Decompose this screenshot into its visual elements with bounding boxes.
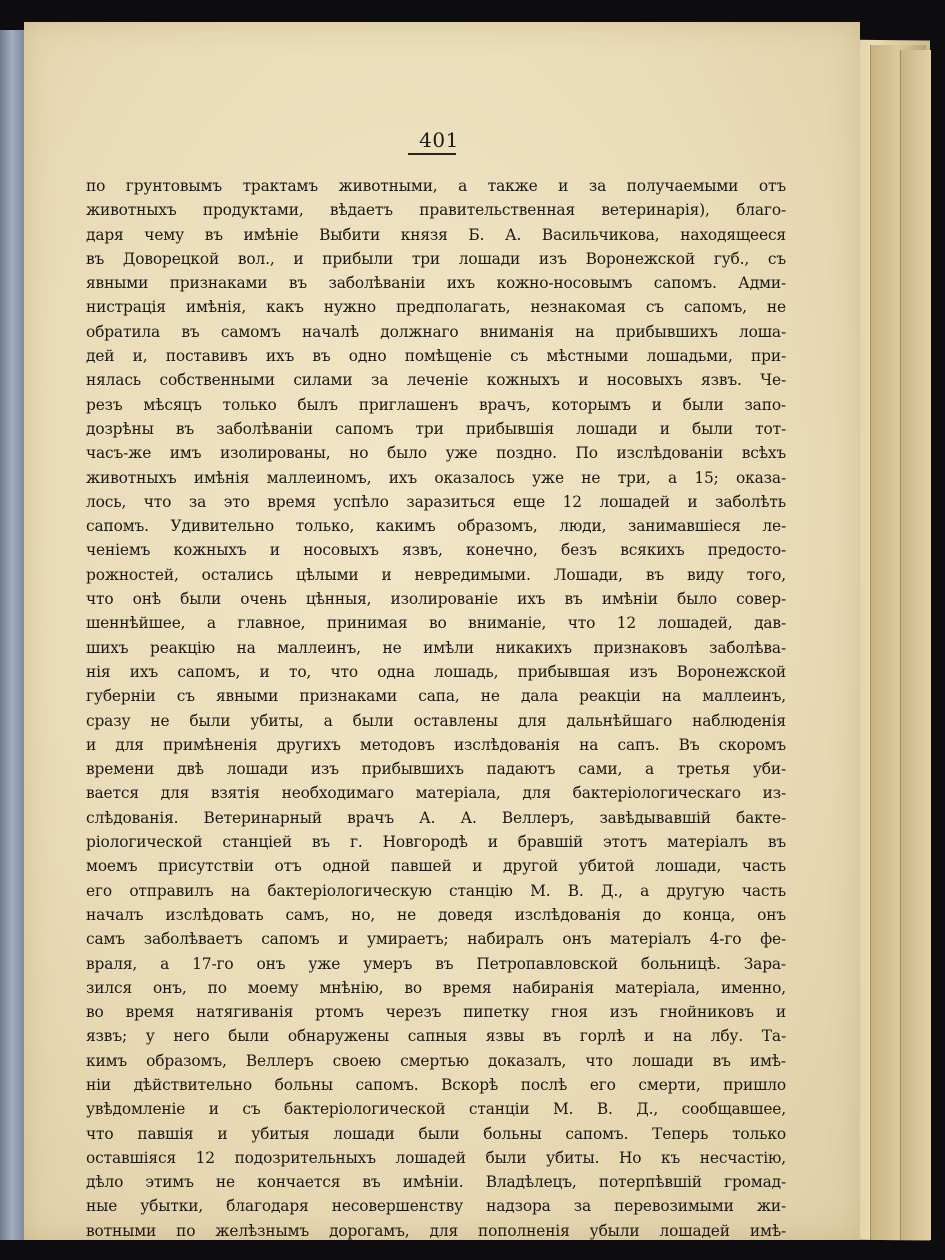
- text-line: дей и, поставивъ ихъ въ одно помѣщеніе съ мѣстными лошадьми, при-: [86, 347, 786, 366]
- text-line: шихъ реакцію на маллеинъ, не имѣли никакихъ признаковъ заболѣва-: [86, 638, 786, 657]
- text-line: ріологической станціей въ г. Новгородѣ и бравшій этотъ матеріалъ въ: [86, 833, 786, 852]
- page-sheet: [24, 22, 860, 1240]
- text-line: оставшіяся 12 подозрительныхъ лошадей были убиты. Но къ несчастію,: [86, 1148, 786, 1167]
- text-line: времени двѣ лошади изъ прибывшихъ падаютъ сами, а третья уби-: [86, 760, 786, 779]
- page-number-underline: [408, 153, 456, 155]
- page-stack-edge: [900, 50, 931, 1240]
- text-line: вается для взятія необходимаго матеріала, для бактеріологическаго из-: [86, 784, 786, 803]
- text-line: моемъ присутствіи отъ одной павшей и другой убитой лошади, часть: [86, 857, 786, 876]
- text-line: явными признаками въ заболѣваніи ихъ кожно-носовымъ сапомъ. Адми-: [86, 274, 786, 293]
- text-line: сапомъ. Удивительно только, какимъ образомъ, люди, занимавшіеся ле-: [86, 517, 786, 536]
- text-line: вотными по желѣзнымъ дорогамъ, для пополненія убыли лошадей имѣ-: [86, 1221, 786, 1240]
- body-text: [86, 174, 786, 1240]
- text-line: язвъ; у него были обнаружены сапныя язвы въ горлѣ и на лбу. Та-: [86, 1027, 786, 1046]
- text-line: нялась собственными силами за леченіе кожныхъ и носовыхъ язвъ. Че-: [86, 371, 786, 390]
- text-line: нистрація имѣнія, какъ нужно предполагать, незнакомая съ сапомъ, не: [86, 298, 786, 317]
- text-line: зился онъ, по моему мнѣнію, во время набиранія матеріала, именно,: [86, 978, 786, 997]
- text-line: животныхъ имѣнія маллеиномъ, ихъ оказалось уже не три, а 15; оказа-: [86, 468, 786, 487]
- text-line: враля, а 17-го онъ уже умеръ въ Петропавловской больницѣ. Зара-: [86, 954, 786, 973]
- text-line: въ Доворецкой вол., и прибыли три лошади изъ Воронежской губ., съ: [86, 249, 786, 268]
- text-line: ченіемъ кожныхъ и носовыхъ язвъ, конечно, безъ всякихъ предосто-: [86, 541, 786, 560]
- text-line: во время натягиванія ртомъ черезъ пипетку гноя изъ гнойниковъ и: [86, 1003, 786, 1022]
- text-line: что павшія и убитыя лошади были больны сапомъ. Теперь только: [86, 1124, 786, 1143]
- text-line: лось, что за это время успѣло заразиться еще 12 лошадей и заболѣть: [86, 492, 786, 511]
- text-line: его отправилъ на бактеріологическую станцію М. В. Д., а другую часть: [86, 881, 786, 900]
- text-line: кимъ образомъ, Веллеръ своею смертью доказалъ, что лошади въ имѣ-: [86, 1051, 786, 1070]
- text-line: шеннѣйшее, а главное, принимая во вниманіе, что 12 лошадей, дав-: [86, 614, 786, 633]
- text-line: что онѣ были очень цѣнныя, изолированіе ихъ въ имѣніи было совер-: [86, 590, 786, 609]
- text-line: губерніи съ явными признаками сапа, не дала реакціи на маллеинъ,: [86, 687, 786, 706]
- text-line: резъ мѣсяцъ только былъ приглашенъ врачъ, которымъ и были запо-: [86, 395, 786, 414]
- text-line: рожностей, остались цѣлыми и невредимыми. Лошади, въ виду того,: [86, 565, 786, 584]
- text-line: и для примѣненія другихъ методовъ изслѣдованія на сапъ. Въ скоромъ: [86, 735, 786, 754]
- text-line: ніи дѣйствительно больны сапомъ. Вскорѣ послѣ его смерти, пришло: [86, 1075, 786, 1094]
- text-line: увѣдомленіе и съ бактеріологической станціи М. В. Д., сообщавшее,: [86, 1100, 786, 1119]
- text-line: дозрѣны въ заболѣваніи сапомъ три прибывшія лошади и были тот-: [86, 419, 786, 438]
- text-line: слѣдованія. Ветеринарный врачъ А. А. Веллеръ, завѣдывавшій бакте-: [86, 808, 786, 827]
- text-line: дѣло этимъ не кончается въ имѣніи. Владѣлецъ, потерпѣвшій громад-: [86, 1173, 786, 1192]
- text-line: самъ заболѣваетъ сапомъ и умираетъ; набиралъ онъ матеріалъ 4-го фе-: [86, 930, 786, 949]
- text-line: животныхъ продуктами, вѣдаетъ правительственная ветеринарія), благо-: [86, 201, 786, 220]
- page-number: 401: [419, 128, 459, 152]
- text-line: началъ изслѣдовать самъ, но, не доведя изслѣдованія до конца, онъ: [86, 905, 786, 924]
- text-line: сразу не были убиты, а были оставлены для дальнѣйшаго наблюденія: [86, 711, 786, 730]
- text-line: часъ-же имъ изолированы, но было уже поздно. По изслѣдованіи всѣхъ: [86, 444, 786, 463]
- text-line: ные убытки, благодаря несовершенству надзора за перевозимыми жи-: [86, 1197, 786, 1216]
- text-line: обратила въ самомъ началѣ должнаго вниманія на прибывшихъ лоша-: [86, 322, 786, 341]
- text-line: по грунтовымъ трактамъ животными, а также и за получаемыми отъ: [86, 177, 786, 195]
- text-line: нія ихъ сапомъ, и то, что одна лошадь, прибывшая изъ Воронежской: [86, 662, 786, 681]
- text-line: даря чему въ имѣніе Выбити князя Б. А. Васильчикова, находящееся: [86, 225, 786, 244]
